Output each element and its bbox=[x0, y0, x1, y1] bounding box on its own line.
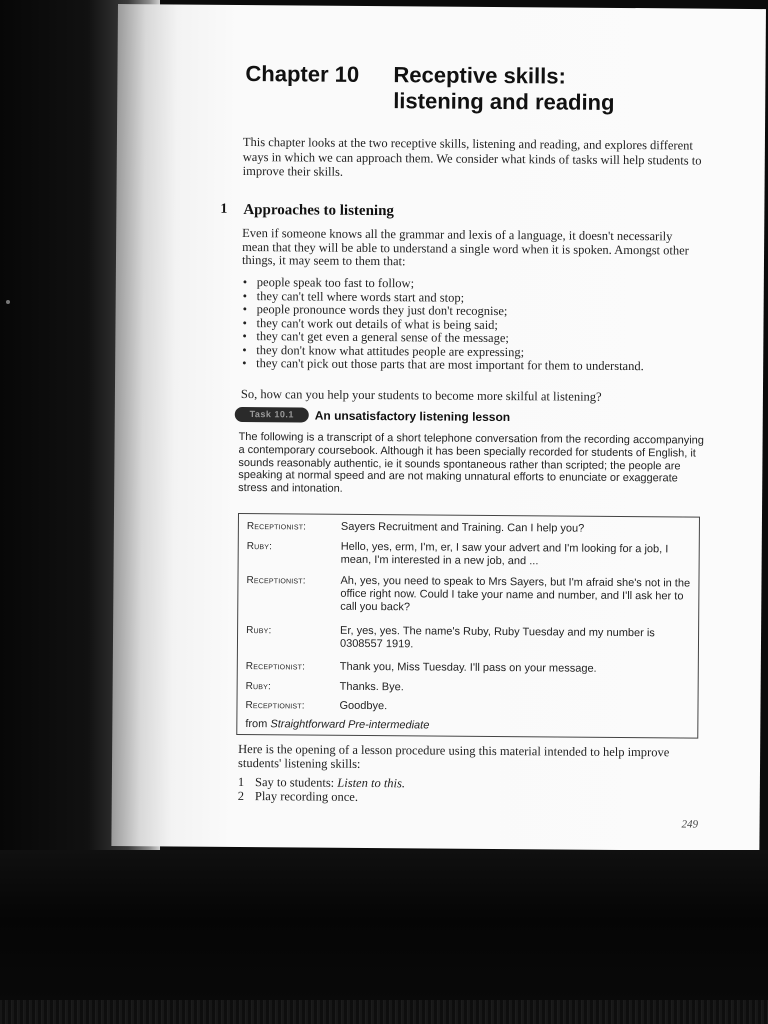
speaker-line: Thanks. Bye. bbox=[339, 680, 404, 694]
procedure-steps bbox=[238, 775, 405, 804]
task-description: The following is a transcript of a short telephone conversation from the recording accompanying a contemporary coursebook. Although it has been specially recorded for students of English, it sounds reasonably authentic, ie it sounds spontaneous rather than scripted; the people are speaking at normal speed and are not making unnatural efforts to enunciate or exaggerate stress and intonation. bbox=[238, 430, 704, 495]
speaker-label: Receptionist: bbox=[245, 661, 306, 673]
list-item bbox=[238, 775, 405, 790]
transcript-row bbox=[246, 624, 692, 651]
step-italic: Listen to this. bbox=[337, 775, 406, 791]
step-text: Play recording once. bbox=[254, 789, 359, 804]
chapter-title-line-1: Receptive skills: bbox=[393, 62, 566, 89]
speaker-line: Hello, yes, erm, I'm, er, I saw your advert and I'm looking for a job, I mean, I'm interested in a new job, and ... bbox=[340, 540, 669, 568]
speaker-line: Thank you, Miss Tuesday. I'll pass on your message. bbox=[339, 660, 597, 675]
transcript-row bbox=[245, 660, 692, 675]
page-number: 249 bbox=[681, 818, 699, 831]
task-badge-label: Task 10.1 bbox=[249, 409, 295, 420]
section-paragraph: Even if someone knows all the grammar and lexis of a language, it doesn't necessarily mean that they will be able to understand a single word when it is spoken. Amongst other things, it may seem to them that: bbox=[241, 225, 689, 269]
chapter-title-line-2: listening and reading bbox=[393, 88, 615, 115]
scan-speck bbox=[6, 300, 10, 304]
list-item: • they don't know what attitudes people are expressing; bbox=[241, 343, 711, 360]
scan-noise-bottom bbox=[0, 1000, 768, 1024]
chapter-title bbox=[393, 62, 713, 117]
list-item: • they can't tell where words start and stop; bbox=[242, 289, 712, 306]
transcript-row bbox=[246, 540, 693, 568]
difficulty-list bbox=[241, 276, 712, 374]
book-page bbox=[111, 4, 766, 851]
step-number: 2 bbox=[237, 788, 245, 804]
source-prefix: from bbox=[245, 718, 268, 731]
list-item bbox=[238, 789, 405, 804]
speaker-label: Ruby: bbox=[246, 625, 272, 637]
transcript-row bbox=[246, 574, 693, 614]
list-item: • people speak too fast to follow; bbox=[242, 276, 712, 293]
transcript-box bbox=[236, 513, 700, 739]
speaker-line: Sayers Recruitment and Training. Can I help you? bbox=[340, 520, 585, 535]
list-item: • people pronounce words they just don't recognise; bbox=[242, 303, 712, 320]
speaker-label: Ruby: bbox=[246, 541, 273, 553]
speaker-label: Receptionist: bbox=[246, 575, 306, 587]
step-number: 1 bbox=[237, 774, 245, 790]
procedure-intro: Here is the opening of a lesson procedure using this material intended to help improve students' listening skills: bbox=[237, 741, 670, 771]
scan-shadow-bottom bbox=[0, 850, 768, 1024]
speaker-label: Ruby: bbox=[245, 681, 272, 693]
list-item: • they can't pick out those parts that are most important for them to understand. bbox=[241, 357, 711, 374]
transcript-row bbox=[245, 680, 692, 694]
chapter-number: Chapter 10 bbox=[245, 61, 360, 87]
chapter-intro: This chapter looks at the two receptive skills, listening and reading, and explores different ways in which we can approach them. We consider what kinds of tasks will help students to improve their skills. bbox=[242, 134, 702, 179]
speaker-label: Receptionist: bbox=[245, 700, 305, 712]
task-badge bbox=[235, 407, 309, 423]
speaker-label: Receptionist: bbox=[246, 521, 307, 533]
speaker-line: Goodbye. bbox=[339, 699, 388, 713]
transcript-source bbox=[245, 718, 429, 732]
section-title: Approaches to listening bbox=[243, 201, 395, 220]
task-title: An unsatisfactory listening lesson bbox=[314, 408, 511, 425]
list-item: • they can't get even a general sense of the message; bbox=[241, 330, 711, 347]
closing-question: So, how can you help your students to become more skilful at listening? bbox=[240, 386, 602, 404]
speaker-line: Er, yes, yes. The name's Ruby, Ruby Tuesday and my number is 0308557 1919. bbox=[339, 624, 655, 651]
source-title: Straightforward Pre-intermediate bbox=[270, 718, 430, 732]
step-text: Say to students: bbox=[254, 775, 338, 790]
speaker-line: Ah, yes, you need to speak to Mrs Sayers, but I'm afraid she's not in the office right now. Could I take your name and number, and I'll ask her to call you back? bbox=[340, 574, 691, 614]
transcript-row bbox=[246, 520, 693, 535]
section-number: 1 bbox=[220, 201, 228, 217]
transcript-row bbox=[245, 699, 692, 713]
list-item: • they can't work out details of what is being said; bbox=[241, 316, 711, 333]
